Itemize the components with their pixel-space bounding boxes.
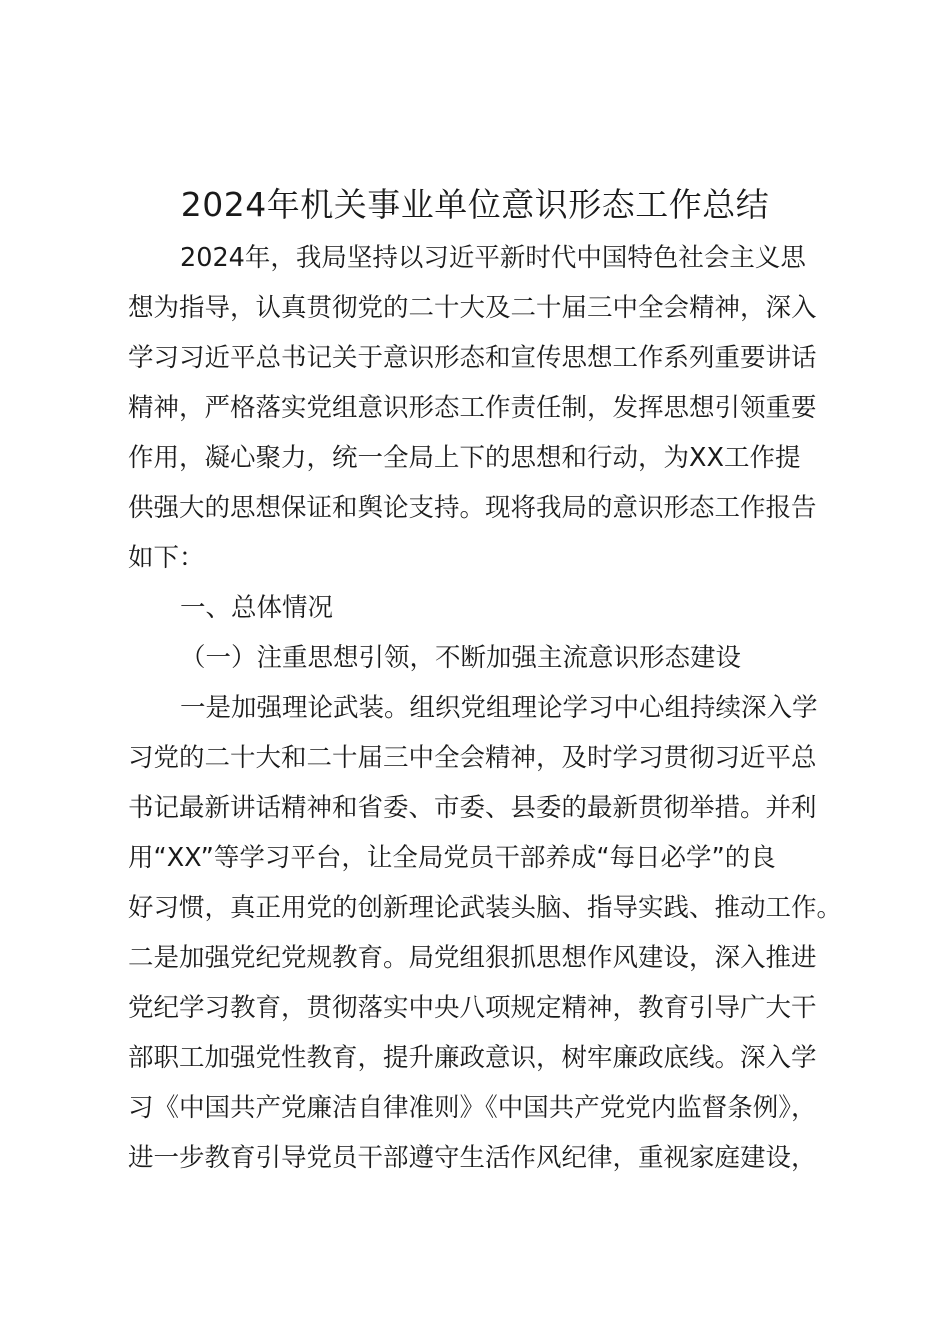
- document-title: 2024年机关事业单位意识形态工作总结: [180, 185, 770, 224]
- section-heading: 一、总体情况: [180, 593, 334, 623]
- body-line: 二是加强党纪党规教育。局党组狠抓思想作风建设，深入推进: [128, 943, 817, 973]
- body-line: 作用，凝心聚力，统一全局上下的思想和行动，为XX工作提: [128, 443, 801, 473]
- body-line: 供强大的思想保证和舆论支持。现将我局的意识形态工作报告: [128, 493, 817, 523]
- body-line: 好习惯，真正用党的创新理论武装头脑、指导实践、推动工作。: [128, 893, 843, 923]
- body-line: 想为指导，认真贯彻党的二十大及二十届三中全会精神，深入: [128, 293, 817, 323]
- body-line: 一是加强理论武装。组织党组理论学习中心组持续深入学: [180, 693, 818, 723]
- body-line: 习党的二十大和二十届三中全会精神，及时学习贯彻习近平总: [128, 743, 817, 773]
- body-line: 部职工加强党性教育，提升廉政意识，树牢廉政底线。深入学: [128, 1043, 817, 1073]
- body-line: 用“XX”等学习平台，让全局党员干部养成“每日必学”的良: [128, 843, 776, 873]
- body-line: 书记最新讲话精神和省委、市委、县委的最新贯彻举措。并利: [128, 793, 817, 823]
- body-line: 2024年，我局坚持以习近平新时代中国特色社会主义思: [180, 243, 806, 273]
- subsection-heading: （一）注重思想引领，不断加强主流意识形态建设: [180, 643, 742, 673]
- body-line: 精神，严格落实党组意识形态工作责任制，发挥思想引领重要: [128, 393, 817, 423]
- document-body: [128, 233, 848, 1183]
- body-line: 学习习近平总书记关于意识形态和宣传思想工作系列重要讲话: [128, 343, 817, 373]
- body-line: 进一步教育引导党员干部遵守生活作风纪律，重视家庭建设，: [128, 1143, 817, 1173]
- body-line: 党纪学习教育，贯彻落实中央八项规定精神，教育引导广大干: [128, 993, 817, 1023]
- body-line: 如下：: [128, 543, 205, 573]
- body-line: 习《中国共产党廉洁自律准则》《中国共产党党内监督条例》，: [128, 1093, 817, 1123]
